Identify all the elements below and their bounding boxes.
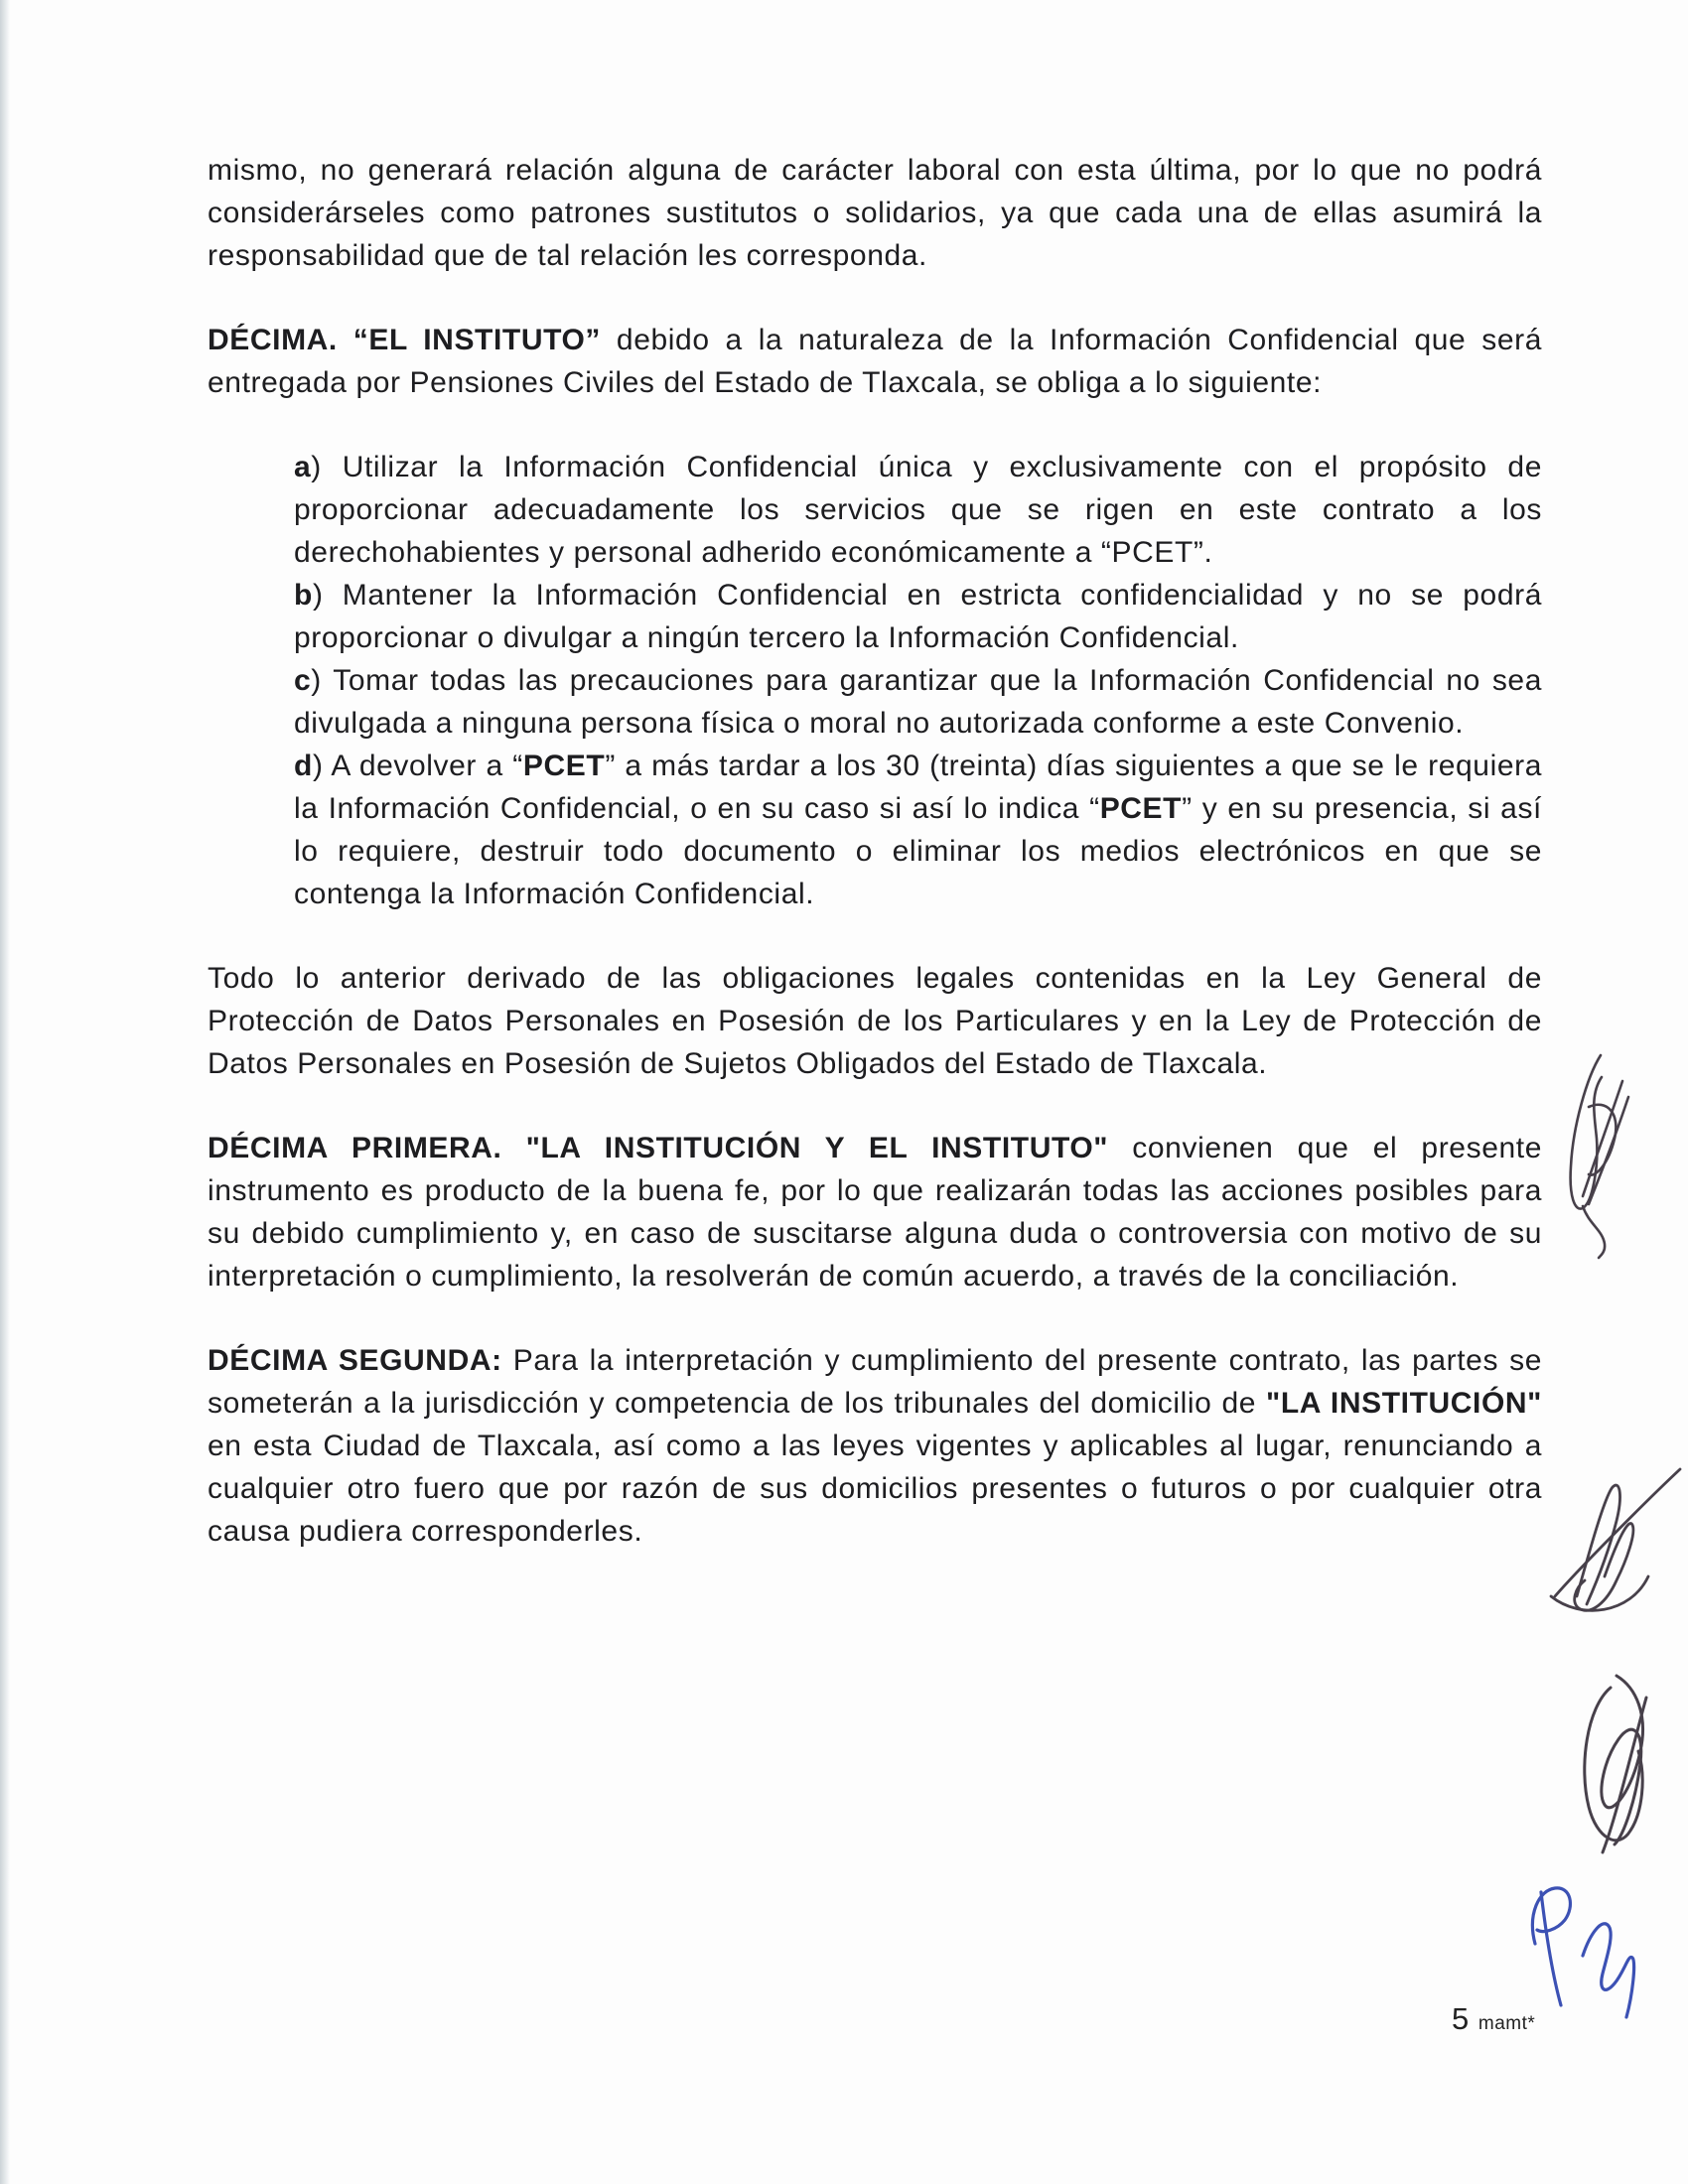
page-number [1452, 2001, 1535, 2037]
paragraph-legal-basis: Todo lo anterior derivado de las obligaciones legales contenidas en la Ley General de Protección de Datos Personales en Posesión de los Particulares y en la Ley de Protección de Datos Personales en Posesión de Sujetos Obligados del Estado de Tlaxcala. [208, 962, 1542, 1080]
signature-scribble-2 [1521, 1457, 1688, 1624]
clause-decima-segunda: DÉCIMA SEGUNDA: Para la interpretación y cumplimiento del presente contrato, las partes se someterán a la jurisdicción y competencia de los tribunales del domicilio de "LA INSTITUCIÓN" en esta Ciudad de Tlaxcala, así como a las leyes vigentes y aplicables al lugar, renunciando a cualquier otro fuero que por razón de sus domicilios presentes o futuros o por cualquier otra causa pudiera corresponderles. [208, 1344, 1543, 1548]
scan-edge-shadow [0, 0, 10, 2184]
signature-scribble-1 [1559, 1047, 1643, 1261]
clause-decima: DÉCIMA. “EL INSTITUTO” debido a la naturaleza de la Información Confidencial que será entregada por Pensiones Civiles del Estado de Tlaxcala, se obliga a lo siguiente: [208, 324, 1542, 399]
obligations-list [208, 446, 1542, 915]
signature-scribble-blue [1517, 1866, 1656, 2035]
obligation-item-a: a) Utilizar la Información Confidencial única y exclusivamente con el propósito de proporcionar adecuadamente los servicios que se rigen en este contrato a los derechohabientes y personal adherido económicamente a “PCET”. [294, 451, 1542, 569]
obligation-item-c: c) Tomar todas las precauciones para garantizar que la Información Confidencial no sea divulgada a ninguna persona física o moral no autorizada conforme a este Convenio. [294, 664, 1542, 740]
contract-text-column [208, 149, 1542, 1594]
page-number-suffix: mamt* [1477, 2013, 1536, 2034]
obligation-item-b: b) Mantener la Información Confidencial en estricta confidencialidad y no se podrá proporcionar o divulgar a ningún tercero la Información Confidencial. [294, 579, 1542, 654]
signature-scribble-3 [1567, 1668, 1661, 1861]
page-number-value: 5 [1452, 2001, 1470, 2036]
obligation-item-d: d) A devolver a “PCET” a más tardar a los 30 (treinta) días siguientes a que se le requiera la Información Confidencial, o en su caso si así lo indica “PCET” y en su presencia, si así lo requiere, destruir todo documento o eliminar los medios electrónicos en que se contenga la Información Confidencial. [294, 750, 1542, 910]
clause-decima-primera: DÉCIMA PRIMERA. "LA INSTITUCIÓN Y EL INSTITUTO" convienen que el presente instrumento es producto de la buena fe, por lo que realizarán todas las acciones posibles para su debido cumplimiento y, en caso de suscitarse alguna duda o controversia con motivo de su interpretación o cumplimiento, la resolverán de común acuerdo, a través de la conciliación. [208, 1132, 1542, 1293]
paragraph-intro: mismo, no generará relación alguna de carácter laboral con esta última, por lo que no podrá considerárseles como patrones sustitutos o solidarios, ya que cada una de ellas asumirá la responsabilidad que de tal relación les corresponda. [208, 154, 1542, 272]
